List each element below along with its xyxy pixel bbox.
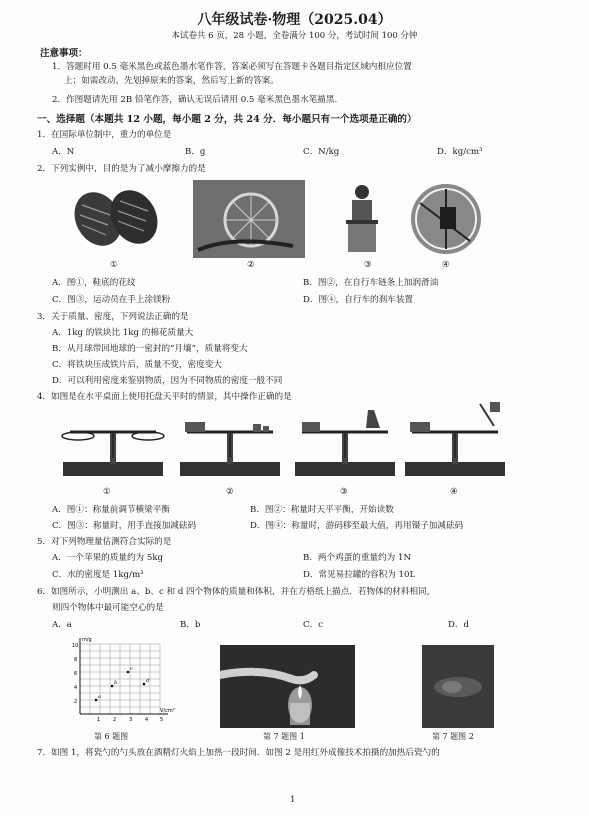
graph-x-tick-2: 2 [113, 717, 117, 723]
q3-option-a: A．1kg 的铁块比 1kg 的棉花质量大 [52, 328, 194, 338]
graph-y-axis-label: m/g [82, 637, 92, 643]
spoon-heating-photo [220, 645, 355, 728]
graph-x-tick-5: 5 [160, 717, 164, 723]
q3-option-c: C．将铁块压成铁片后，质量不变，密度变大 [52, 360, 222, 370]
graph-point-a [95, 699, 98, 702]
page-title: 八年级试卷·物理（2025.04） [197, 12, 392, 28]
q1-option-b: B．g [185, 147, 206, 157]
graph-y-tick-10: 10 [72, 643, 79, 649]
q4-fig-label-2: ② [226, 487, 234, 497]
notice-line-1: 1．答题时用 0.5 毫米黑色或蓝色墨水笔作答，答案必须写在答题卡各题目指定区域内相应位置 [52, 62, 412, 72]
q2-fig-label-2: ② [247, 260, 255, 270]
q3-stem: 3．关于质量、密度，下列说法正确的是 [37, 312, 189, 322]
graph-point-label-c: c [130, 666, 133, 672]
spoon-infrared-photo [422, 645, 494, 728]
q6-option-b: B．b [180, 620, 201, 630]
graph-y-tick-8: 8 [74, 657, 78, 663]
mass-volume-grid-graph [60, 634, 180, 724]
q6-option-a: A．a [52, 620, 72, 630]
q5-option-d: D．常见易拉罐的容积为 10L [303, 570, 416, 580]
graph-y-tick-6: 6 [74, 671, 78, 677]
notice-line-2: 上；如需改动，先划掉原来的答案，然后写上新的答案。 [64, 76, 279, 86]
q1-option-c: C．N/kg [303, 147, 340, 157]
balance-scale-image-4 [400, 400, 510, 480]
graph-y-tick-4: 4 [74, 685, 78, 691]
exam-info: 本试卷共 6 页，28 小题，全卷满分 100 分，考试时间 100 分钟 [171, 31, 418, 41]
q3-option-b: B．从月球带回地球的一密封的“月壤”，质量将变大 [52, 344, 248, 354]
q5-option-a: A．一个苹果的质量约为 5kg [52, 553, 164, 563]
q5-stem: 5．对下列物理量估测符合实际的是 [37, 537, 172, 547]
balance-scale-image-3 [290, 410, 400, 480]
fig6-caption: 第 6 题图 [94, 732, 129, 741]
q5-option-c: C．水的密度是 1kg/m³ [52, 570, 144, 580]
graph-x-tick-1: 1 [97, 717, 101, 723]
q1-option-d: D．kg/cm³ [437, 147, 483, 157]
q4-stem: 4．如图是在水平桌面上使用托盘天平时的情景，其中操作正确的是 [37, 392, 292, 402]
q2-option-a: A．图①，鞋底的花纹 [52, 278, 136, 288]
graph-point-label-b: b [114, 680, 118, 686]
q1-option-a: A．N [52, 147, 75, 157]
bike-brake-image [410, 183, 482, 255]
q4-option-c: C．图③：称量时，用手直接加减砝码 [52, 521, 197, 531]
fig7-caption-1: 第 7 题图 1 [263, 732, 305, 741]
notice-line-3: 2．作图题请先用 2B 铅笔作答，确认无误后请用 0.5 毫米黑色墨水笔描黑. [52, 95, 338, 105]
section-heading: 一、选择题（本题共 12 小题，每小题 2 分，共 24 分．每小题只有一个选项是正确的） [37, 114, 417, 125]
q2-fig-label-3: ③ [364, 260, 372, 270]
q4-option-a: A．图①：称量前调节横梁平衡 [52, 505, 170, 515]
fig7-caption-2: 第 7 题图 2 [432, 732, 474, 741]
q3-option-d: D．可以利用密度来鉴别物质，因为不同物质的密度一般不同 [52, 376, 283, 386]
notice-heading: 注意事项： [40, 48, 88, 59]
q4-option-d: D．图④：称量时，游码移至最大值，再用镊子加减砝码 [250, 521, 464, 531]
q4-fig-label-1: ① [103, 487, 111, 497]
q6-option-c: C．c [303, 620, 323, 630]
graph-point-label-d: d [146, 678, 150, 684]
q4-fig-label-3: ③ [340, 487, 348, 497]
balance-scale-image-2 [175, 410, 285, 480]
q4-option-b: B．图②：称量时天平平衡，开始读数 [250, 505, 394, 515]
graph-y-tick-2: 2 [74, 699, 78, 705]
q2-option-c: C．图③，运动员在手上涂镁粉 [52, 295, 171, 305]
graph-x-tick-3: 3 [129, 717, 133, 723]
athlete-chalk-image [340, 182, 385, 254]
graph-point-d [143, 683, 146, 686]
q5-option-b: B．两个鸡蛋的重量约为 1N [303, 553, 411, 563]
graph-point-label-a: a [98, 694, 101, 700]
graph-point-c [127, 671, 130, 674]
q1-stem: 1．在国际单位制中，重力的单位是 [37, 130, 172, 140]
q2-fig-label-1: ① [110, 260, 118, 270]
q2-option-d: D．图④，自行车的刹车装置 [303, 295, 414, 305]
bike-chain-image [193, 180, 305, 258]
graph-point-b [111, 685, 114, 688]
q7-stem: 7．如图 1，将瓷勺的勺头放在酒精灯火焰上加热一段时间．如图 2 是用红外成像技术拍摄的加热后瓷勺的 [37, 748, 440, 758]
shoe-sole-image [70, 185, 165, 250]
q4-fig-label-4: ④ [450, 487, 458, 497]
graph-x-tick-4: 4 [145, 717, 149, 723]
balance-scale-image-1 [58, 410, 168, 480]
q2-stem: 2．下列实例中，目的是为了减小摩擦力的是 [37, 164, 206, 174]
graph-x-axis-label: V/cm³ [160, 708, 175, 714]
q2-fig-label-4: ④ [442, 260, 450, 270]
q2-option-b: B．图②，在自行车链条上加润滑油 [303, 278, 439, 288]
page-number: 1 [290, 795, 296, 805]
q6-stem: 6．如图所示，小明测出 a、b、c 和 d 四个物体的质量和体积，并在方格纸上描点．若物体的材料相同， [37, 587, 436, 597]
q6-stem-2: 则四个物体中最可能空心的是 [52, 603, 164, 613]
q6-option-d: D．d [448, 620, 469, 630]
